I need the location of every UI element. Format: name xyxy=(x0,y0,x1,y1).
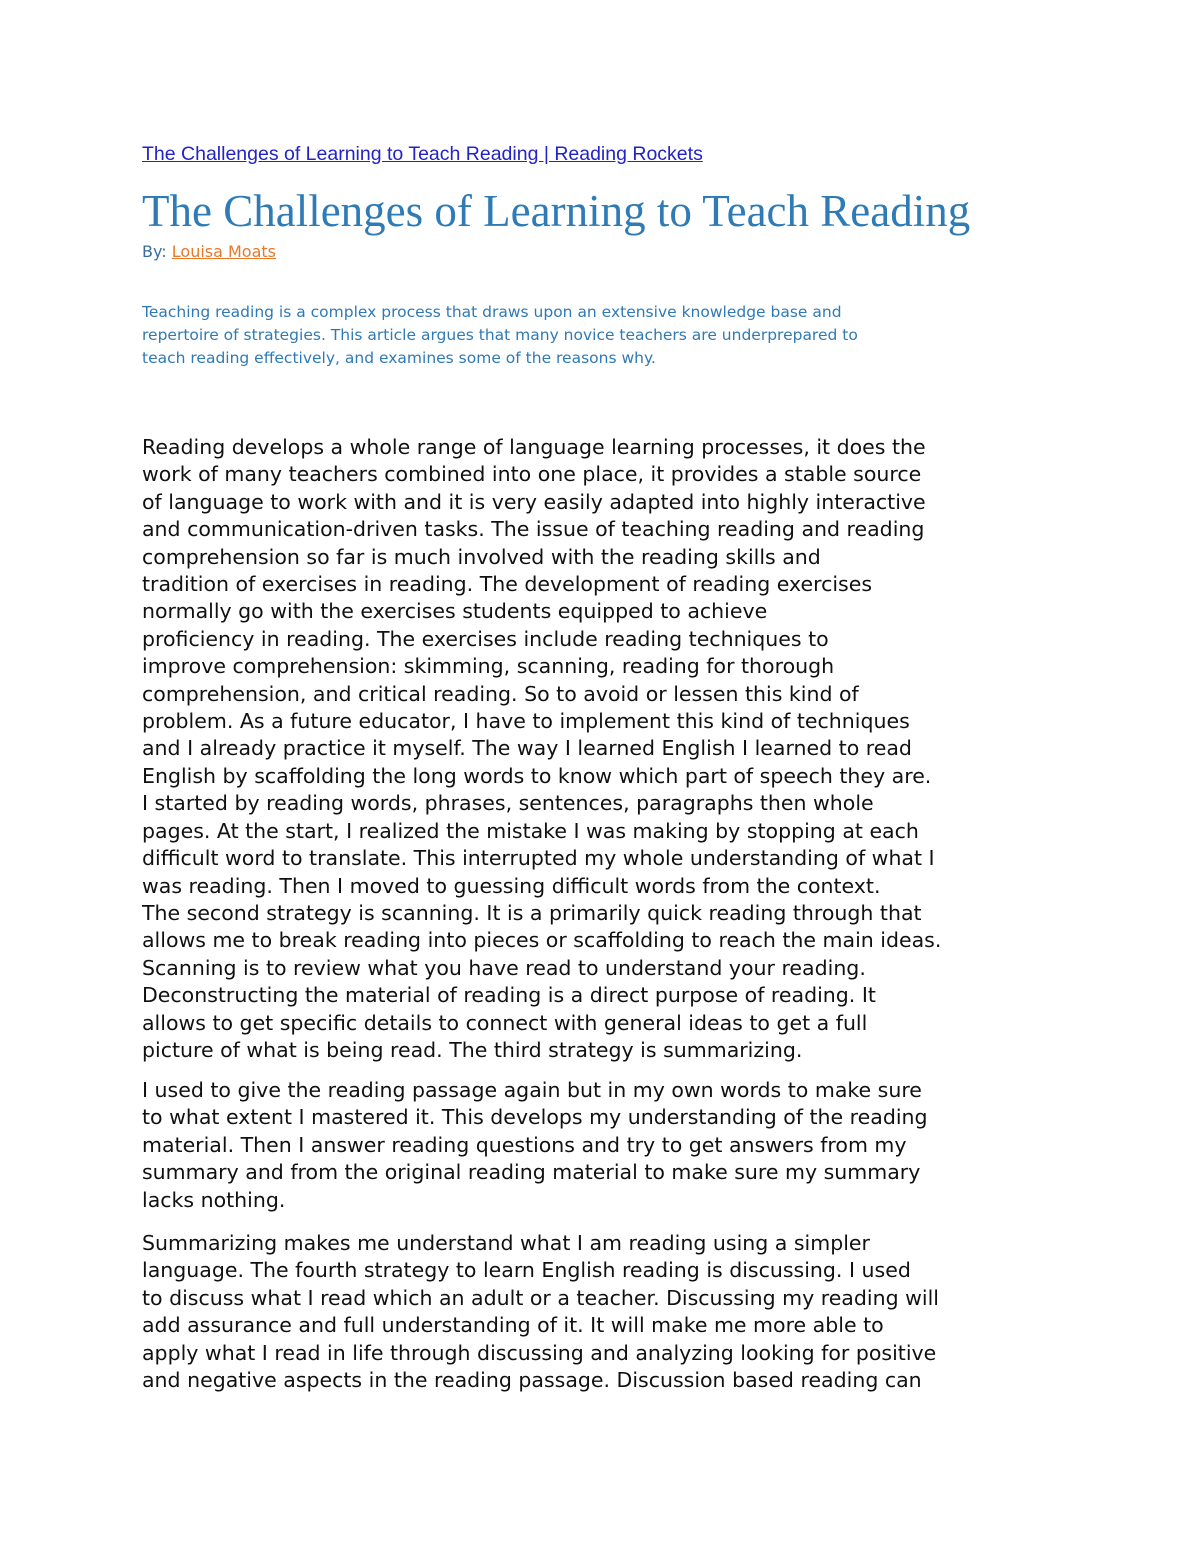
article-title: The Challenges of Learning to Teach Reading xyxy=(142,186,971,236)
paragraph-line: was reading. Then I moved to guessing difficult words from the context. xyxy=(142,873,881,898)
body-paragraph xyxy=(142,434,1072,1064)
author-link[interactable]: Louisa Moats xyxy=(171,242,277,261)
byline-prefix: By: xyxy=(142,242,172,261)
paragraph-line: problem. As a future educator, I have to implement this kind of techniques xyxy=(142,709,910,734)
paragraph-line: to discuss what I read which an adult or a teacher. Discussing my reading will xyxy=(142,1285,939,1310)
paragraph-line: language. The fourth strategy to learn English reading is discussing. I used xyxy=(142,1258,911,1283)
paragraph-line: add assurance and full understanding of it. It will make me more able to xyxy=(142,1313,884,1338)
paragraph-line: improve comprehension: skimming, scanning, reading for thorough xyxy=(142,654,835,679)
paragraph-line: normally go with the exercises students equipped to achieve xyxy=(142,599,768,624)
paragraph-line: proficiency in reading. The exercises include reading techniques to xyxy=(142,626,829,651)
paragraph-line: and I already practice it myself. The way I learned English I learned to read xyxy=(142,736,912,761)
paragraph-line: to what extent I mastered it. This develops my understanding of the reading xyxy=(142,1105,928,1130)
article-summary xyxy=(142,301,1042,370)
summary-line: teach reading effectively, and examines some of the reasons why. xyxy=(142,349,656,367)
paragraph-line: of language to work with and it is very easily adapted into highly interactive xyxy=(142,489,926,514)
paragraph-line: allows to get specific details to connect with general ideas to get a full xyxy=(142,1010,868,1035)
paragraph-line: I started by reading words, phrases, sentences, paragraphs then whole xyxy=(142,791,874,816)
paragraph-line: Deconstructing the material of reading is a direct purpose of reading. It xyxy=(142,983,876,1008)
paragraph-line: pages. At the start, I realized the mistake I was making by stopping at each xyxy=(142,818,919,843)
paragraph-line: difficult word to translate. This interrupted my whole understanding of what I xyxy=(142,846,935,871)
summary-line: repertoire of strategies. This article argues that many novice teachers are underprepared to xyxy=(142,326,858,344)
byline xyxy=(142,242,276,261)
paragraph-line: English by scaffolding the long words to know which part of speech they are. xyxy=(142,763,932,788)
paragraph-line: The second strategy is scanning. It is a primarily quick reading through that xyxy=(142,900,922,925)
paragraph-line: Summarizing makes me understand what I am reading using a simpler xyxy=(142,1231,870,1255)
paragraph-line: lacks nothing. xyxy=(142,1187,286,1212)
paragraph-line: picture of what is being read. The third strategy is summarizing. xyxy=(142,1037,803,1062)
paragraph-line: Scanning is to review what you have read to understand your reading. xyxy=(142,955,866,980)
paragraph-line: apply what I read in life through discussing and analyzing looking for positive xyxy=(142,1340,937,1365)
body-paragraph xyxy=(142,1230,1072,1394)
paragraph-line: material. Then I answer reading questions and try to get answers from my xyxy=(142,1132,907,1157)
paragraph-line: and communication-driven tasks. The issue of teaching reading and reading xyxy=(142,517,925,542)
paragraph-line: Reading develops a whole range of language learning processes, it does the xyxy=(142,435,926,459)
paragraph-line: and negative aspects in the reading passage. Discussion based reading can xyxy=(142,1368,922,1393)
paragraph-line: tradition of exercises in reading. The development of reading exercises xyxy=(142,572,873,597)
body-paragraph xyxy=(142,1077,1072,1214)
summary-line: Teaching reading is a complex process that draws upon an extensive knowledge base and xyxy=(142,303,842,321)
paragraph-line: work of many teachers combined into one place, it provides a stable source xyxy=(142,462,922,487)
paragraph-line: I used to give the reading passage again but in my own words to make sure xyxy=(142,1078,922,1102)
paragraph-line: summary and from the original reading material to make sure my summary xyxy=(142,1160,921,1185)
paragraph-line: allows me to break reading into pieces or scaffolding to reach the main ideas. xyxy=(142,928,942,953)
source-article-link[interactable]: The Challenges of Learning to Teach Reading | Reading Rockets xyxy=(142,143,703,165)
paragraph-line: comprehension, and critical reading. So to avoid or lessen this kind of xyxy=(142,681,859,706)
paragraph-line: comprehension so far is much involved with the reading skills and xyxy=(142,544,821,569)
